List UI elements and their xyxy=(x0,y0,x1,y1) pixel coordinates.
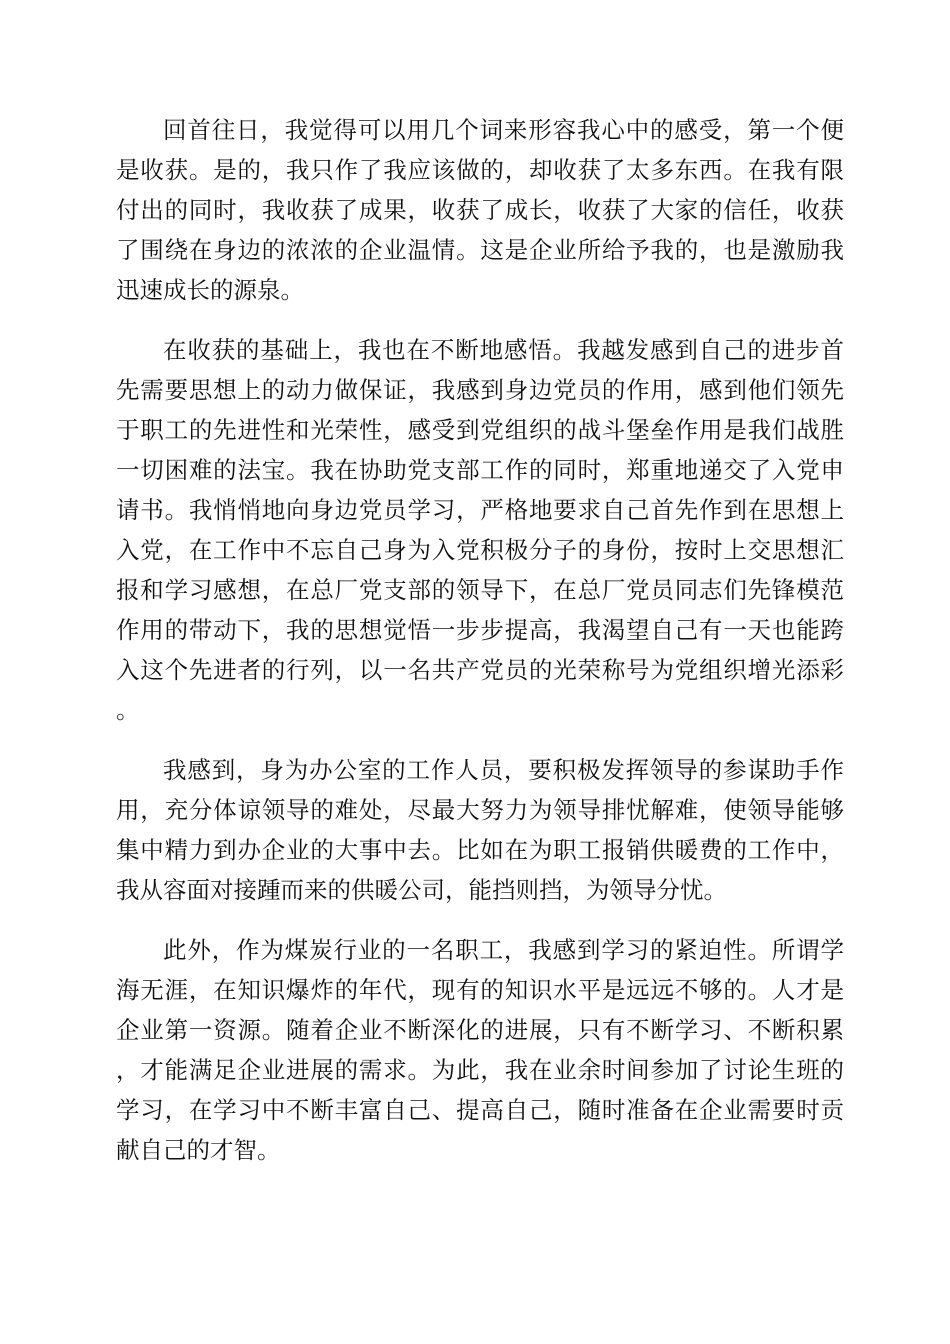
document-body xyxy=(116,110,844,1190)
paragraph-harvest: 回首往日，我觉得可以用几个词来形容我心中的感受，第一个便是收获。是的，我只作了我应该做的，却收获了太多东西。在我有限付出的同时，我收获了成果，收获了成长，收获了大家的信任，收获了围绕在身边的浓浓的企业温情。这是企业所给予我的，也是激励我迅速成长的源泉。 xyxy=(116,116,844,304)
paragraph-learning: 此外，作为煤炭行业的一名职工，我感到学习的紧迫性。所谓学海无涯，在知识爆炸的年代，现有的知识水平是远远不够的。人才是企业第一资源。随着企业不断深化的进展，只有不断学习、不断积累，才能满足企业进展的需求。为此，我在业余时间参加了讨论生班的学习，在学习中不断丰富自己、提高自己，随时准备在企业需要时贡献自己的才智。 xyxy=(116,936,844,1164)
paragraph-office-role: 我感到，身为办公室的工作人员，要积极发挥领导的参谋助手作用，充分体谅领导的难处，尽最大努力为领导排忧解难，使领导能够集中精力到办企业的大事中去。比如在为职工报销供暖费的工作中，我从容面对接踵而来的供暖公司，能挡则挡，为领导分忧。 xyxy=(116,756,844,904)
paragraph-reflection: 在收获的基础上，我也在不断地感悟。我越发感到自己的进步首先需要思想上的动力做保证，我感到身边党员的作用，感到他们领先于职工的先进性和光荣性，感受到党组织的战斗堡垒作用是我们战胜一切困难的法宝。我在协助党支部工作的同时，郑重地递交了入党申请书。我悄悄地向身边党员学习，严格地要求自己首先作到在思想上入党，在工作中不忘自己身为入党积极分子的身份，按时上交思想汇报和学习感想，在总厂党支部的领导下，在总厂党员同志们先锋模范作用的带动下，我的思想觉悟一步步提高，我渴望自己有一天也能跨入这个先进者的行列，以一名共产党员的光荣称号为党组织增光添彩。 xyxy=(116,336,844,724)
